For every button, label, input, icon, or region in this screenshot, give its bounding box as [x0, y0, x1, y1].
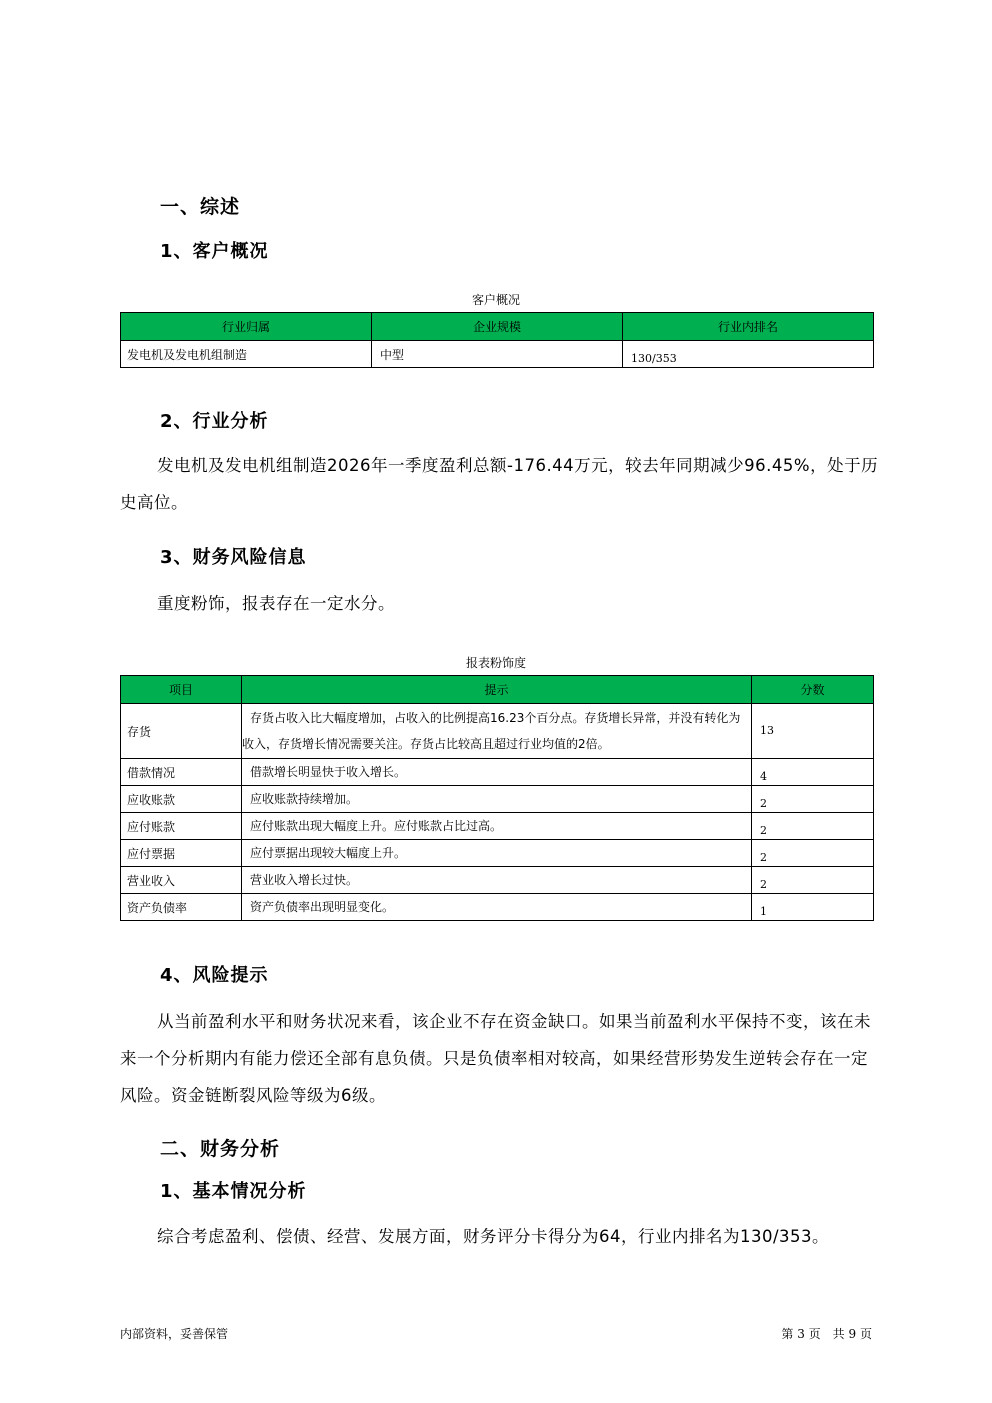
hint-cell: 营业收入增长过快。 [242, 867, 752, 894]
table-row [121, 813, 874, 840]
table-header-row [121, 313, 874, 341]
section-title-financial-analysis: 二、财务分析 [160, 1138, 281, 1160]
score-cell: 2 [752, 813, 874, 840]
heading-basic-analysis: 1、基本情况分析 [160, 1181, 307, 1202]
item-cell: 应付账款 [121, 813, 242, 840]
score-cell: 13 [752, 704, 874, 759]
industry-cell: 发电机及发电机组制造 [121, 341, 372, 368]
table-header-row [121, 676, 874, 704]
item-cell: 存货 [121, 704, 242, 759]
table-row [121, 704, 874, 759]
table-row [121, 759, 874, 786]
industry-analysis-text: 发电机及发电机组制造2026年一季度盈利总额-176.44万元，较去年同期减少96.45%，处于历史高位。 [120, 456, 879, 512]
page-total: 9 [848, 1327, 857, 1341]
table-caption-embellishment: 报表粉饰度 [465, 656, 526, 670]
score-cell: 1 [752, 894, 874, 921]
column-header: 行业归属 [121, 313, 372, 341]
basic-analysis-text: 综合考虑盈利、偿债、经营、发展方面，财务评分卡得分为64，行业内排名为130/353。 [157, 1227, 830, 1246]
page-mid: 页 共 [808, 1327, 845, 1341]
score-cell: 4 [752, 759, 874, 786]
footer-page-number [781, 1325, 872, 1342]
footer-confidential-note: 内部资料，妥善保管 [120, 1327, 229, 1341]
page-prefix: 第 [781, 1327, 794, 1341]
hint-cell: 存货占收入比大幅度增加，占收入的比例提高16.23个百分点。存货增长异常，并没有转化为收入，存货增长情况需要关注。存货占比较高且超过行业均值的2倍。 [242, 704, 752, 759]
financial-risk-text: 重度粉饰，报表存在一定水分。 [157, 594, 395, 613]
score-cell: 2 [752, 840, 874, 867]
table-row [121, 341, 874, 368]
item-cell: 营业收入 [121, 867, 242, 894]
column-header: 企业规模 [372, 313, 623, 341]
customer-overview-table [120, 312, 874, 368]
score-cell: 2 [752, 867, 874, 894]
heading-customer-overview: 1、客户概况 [160, 241, 269, 262]
column-header: 提示 [242, 676, 752, 704]
column-header: 行业内排名 [623, 313, 874, 341]
risk-hint-text: 从当前盈利水平和财务状况来看，该企业不存在资金缺口。如果当前盈利水平保持不变，该在未来一个分析期内有能力偿还全部有息负债。只是负债率相对较高，如果经营形势发生逆转会存在一定风险。资金链断裂风险等级为6级。 [120, 1012, 871, 1105]
column-header: 分数 [752, 676, 874, 704]
table-row [121, 867, 874, 894]
column-header: 项目 [121, 676, 242, 704]
scale-cell: 中型 [372, 341, 623, 368]
page-suffix: 页 [859, 1327, 872, 1341]
section-title-overview: 一、综述 [160, 196, 241, 218]
score-cell: 2 [752, 786, 874, 813]
rank-cell: 130/353 [623, 341, 874, 368]
hint-cell: 应付账款出现大幅度上升。应付账款占比过高。 [242, 813, 752, 840]
item-cell: 借款情况 [121, 759, 242, 786]
hint-cell: 应付票据出现较大幅度上升。 [242, 840, 752, 867]
hint-cell: 借款增长明显快于收入增长。 [242, 759, 752, 786]
item-cell: 应付票据 [121, 840, 242, 867]
page-current: 3 [797, 1327, 805, 1341]
embellishment-table [120, 675, 874, 921]
item-cell: 资产负债率 [121, 894, 242, 921]
table-row [121, 894, 874, 921]
table-row [121, 840, 874, 867]
item-cell: 应收账款 [121, 786, 242, 813]
hint-cell: 资产负债率出现明显变化。 [242, 894, 752, 921]
table-caption-customer-overview: 客户概况 [471, 293, 520, 307]
heading-risk-hint: 4、风险提示 [160, 965, 269, 986]
heading-financial-risk: 3、财务风险信息 [160, 547, 307, 568]
table-row [121, 786, 874, 813]
heading-industry-analysis: 2、行业分析 [160, 411, 269, 432]
hint-cell: 应收账款持续增加。 [242, 786, 752, 813]
